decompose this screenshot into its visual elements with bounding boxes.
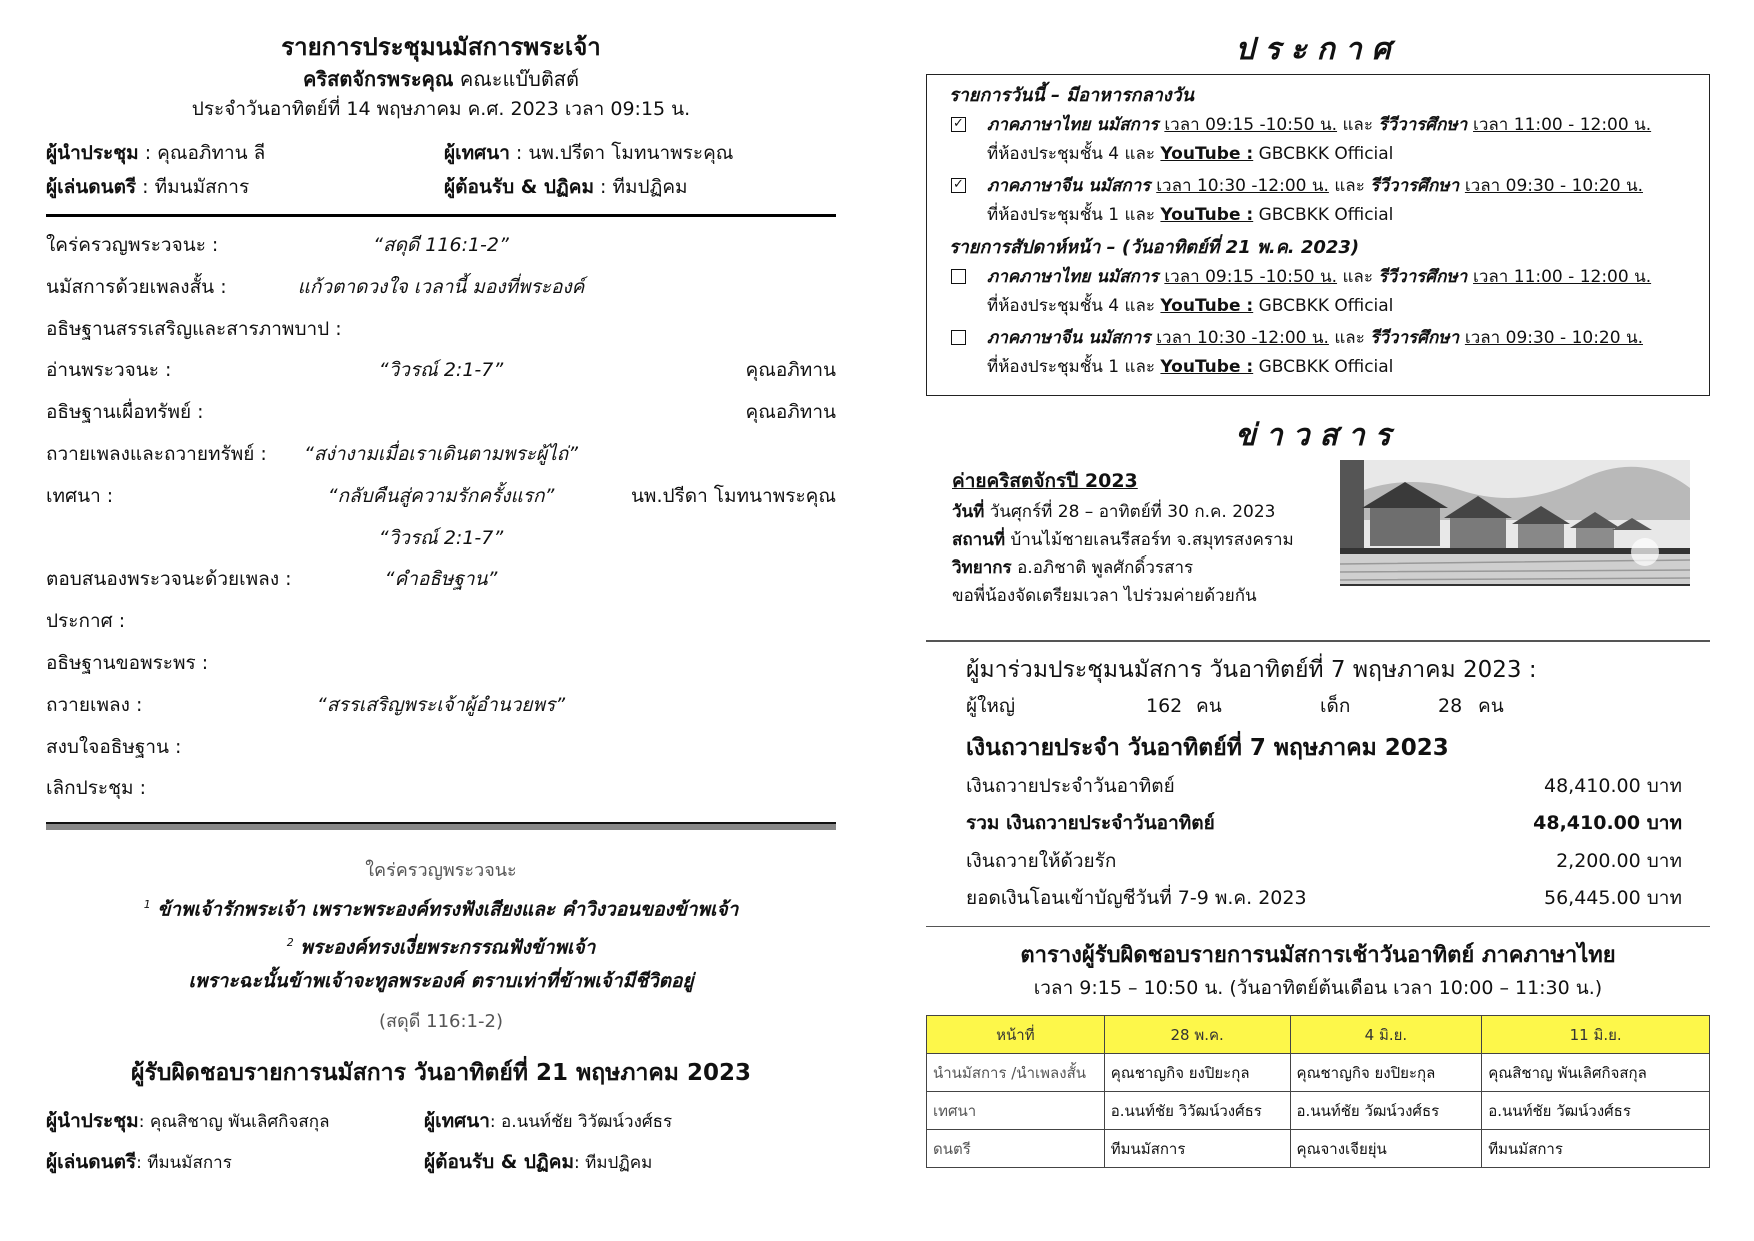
announcement-line: [987, 201, 1691, 230]
and-text: และ: [1328, 328, 1371, 348]
order-label: นมัสการด้วยเพลงสั้น :: [46, 275, 227, 298]
channel-name: GBCBKK Official: [1253, 144, 1394, 164]
program-title: รายการประชุมนมัสการพระเจ้า: [281, 33, 601, 61]
leader-item: [46, 138, 444, 168]
verse-heading: ใคร่ครวญพระวจนะ: [365, 860, 517, 882]
announcement-line: [987, 292, 1691, 321]
table-header-row: [927, 1016, 1710, 1054]
column-header: หน้าที่: [927, 1016, 1105, 1054]
next-week-leaders: [46, 1106, 836, 1178]
order-person: คุณอภิทาน: [745, 359, 836, 382]
offering-row: [966, 880, 1682, 918]
order-row: [46, 476, 836, 518]
divider: [926, 926, 1710, 928]
divider: [46, 822, 836, 830]
leader-value: : ทีมนมัสการ: [136, 1152, 232, 1173]
checked-box-icon: ✓: [951, 117, 966, 132]
sunday-school-time: เวลา 09:30 - 10:20 น.: [1464, 176, 1643, 196]
duty-subtitle: เวลา 9:15 – 10:50 น. (วันอาทิตย์ต้นเดือน เวลา 10:00 – 11:30 น.): [1033, 977, 1603, 999]
camp-title: ค่ายคริสตจักรปี 2023: [952, 470, 1138, 492]
right-page: [926, 28, 1710, 1168]
leader-value: : คุณสิชาญ พันเลิศกิจสกุล: [138, 1111, 330, 1132]
table-row: [927, 1054, 1710, 1092]
left-page: [46, 30, 836, 1178]
verse-text: พระองค์ทรงเงี่ยพระกรรณฟังข้าพเจ้า: [293, 936, 596, 959]
order-row: [46, 267, 836, 309]
order-title: “สรรเสริญพระเจ้าผู้อำนวยพร”: [316, 693, 566, 716]
leader-value: : คุณอภิทาน ลี: [138, 142, 266, 164]
announcement-section-title: รายการวันนี้ – มีอาหารกลางวัน: [949, 85, 1194, 106]
room-text: ที่ห้องประชุมชั้น 4 และ: [987, 144, 1161, 164]
news-section: [926, 460, 1710, 640]
order-row: [46, 559, 836, 601]
news-line-label: วิทยากร: [952, 558, 1012, 578]
channel-name: GBCBKK Official: [1253, 205, 1394, 225]
channel-name: GBCBKK Official: [1253, 296, 1394, 316]
worship-label: นมัสการ: [1088, 328, 1157, 348]
order-row: [46, 601, 836, 643]
order-label: ใคร่ครวญพระวจนะ :: [46, 234, 219, 256]
service-date: ประจำวันอาทิตย์ที่ 14 พฤษภาคม ค.ศ. 2023 เวลา 09:15 น.: [191, 98, 691, 120]
order-row: [46, 309, 836, 351]
sunday-school-label: รีวีวารศึกษา: [1370, 176, 1465, 196]
news-line-label: วันที่: [952, 502, 985, 522]
room-text: ที่ห้องประชุมชั้น 1 และ: [987, 357, 1161, 377]
table-cell: ทีมนมัสการ: [1482, 1130, 1710, 1168]
order-row: [46, 434, 836, 476]
order-row: [46, 643, 836, 685]
leader-item: [424, 1106, 836, 1137]
verse-number: 1: [143, 898, 151, 912]
youtube-label: YouTube :: [1160, 205, 1254, 225]
church-name: [46, 64, 836, 94]
verse-block: [46, 854, 836, 1042]
next-week-title: ผู้รับผิดชอบรายการนมัสการ วันอาทิตย์ที่ 21 พฤษภาคม 2023: [131, 1059, 751, 1086]
leader-label: ผู้เล่นดนตรี: [46, 1150, 137, 1173]
church-denomination: คณะแบ๊บติสต์: [459, 67, 579, 91]
order-row: [46, 350, 836, 392]
and-text: และ: [1337, 115, 1379, 135]
and-text: และ: [1328, 176, 1371, 196]
offering-label: เงินถวายประจำวันอาทิตย์: [966, 774, 1175, 797]
offering-row: [966, 768, 1682, 806]
news-line: [952, 582, 1332, 610]
worship-label: นมัสการ: [1096, 267, 1165, 287]
order-label: อธิษฐานเผื่อทรัพย์ :: [46, 401, 204, 424]
leader-label: ผู้นำประชุม: [46, 142, 139, 164]
room-text: ที่ห้องประชุมชั้น 4 และ: [987, 296, 1161, 316]
leader-value: : ทีมปฏิคม: [594, 176, 688, 198]
language-label: ภาคภาษาจีน: [987, 328, 1089, 348]
order-person: นพ.ปรีดา โมทนาพระคุณ: [630, 484, 836, 507]
news-heading: ข่าวสาร: [1235, 418, 1401, 453]
news-line: [952, 554, 1332, 582]
order-person: คุณอภิทาน: [745, 401, 836, 424]
news-line: [952, 498, 1332, 526]
leader-item: [424, 1147, 836, 1178]
order-row: [46, 392, 836, 434]
duty-role: เทศนา: [927, 1092, 1105, 1130]
announcements-heading: ประกาศ: [1235, 32, 1401, 67]
leader-item: [46, 1106, 424, 1137]
checked-box-icon: ✓: [951, 178, 966, 193]
leaders-grid: [46, 138, 836, 202]
sunday-school-label: รีวีวารศึกษา: [1378, 115, 1474, 135]
worship-label: นมัสการ: [1096, 115, 1165, 135]
verse-line: [46, 965, 836, 998]
sunday-school-time: เวลา 11:00 - 12:00 น.: [1473, 115, 1652, 135]
leader-label: ผู้นำประชุม: [46, 1109, 139, 1132]
order-title: “วิวรณ์ 2:1-7”: [378, 526, 504, 549]
announcement-item: [949, 324, 1691, 382]
order-title: “สง่างามเมื่อเราเดินตามพระผู้ไถ่”: [304, 442, 578, 465]
order-label: สงบใจอธิษฐาน :: [46, 735, 182, 758]
order-title: “กลับคืนสู่ความรักครั้งแรก”: [327, 484, 555, 507]
order-label: อ่านพระวจนะ :: [46, 359, 172, 382]
sunday-school-time: เวลา 11:00 - 12:00 น.: [1473, 267, 1652, 287]
adult-label: ผู้ใหญ่: [966, 694, 1016, 717]
offering-amount: 48,410.00 บาท: [1533, 812, 1682, 834]
church-name-bold: คริสตจักรพระคุณ: [303, 67, 454, 91]
language-label: ภาคภาษาจีน: [987, 176, 1089, 196]
order-row: [46, 225, 836, 267]
offering-row: [966, 843, 1682, 881]
sunday-school-time: เวลา 09:30 - 10:20 น.: [1464, 328, 1643, 348]
language-label: ภาคภาษาไทย: [987, 115, 1097, 135]
attendance-offering: [926, 642, 1710, 918]
youtube-label: YouTube :: [1160, 357, 1254, 377]
verse-reference: (สดุดี 116:1-2): [379, 1010, 503, 1032]
channel-name: GBCBKK Official: [1253, 357, 1394, 377]
child-label: เด็ก: [1320, 694, 1351, 717]
leader-label: ผู้ต้อนรับ & ปฏิคม: [424, 1150, 574, 1173]
duty-title: ตารางผู้รับผิดชอบรายการนมัสการเช้าวันอาทิตย์ ภาคภาษาไทย: [1020, 943, 1616, 968]
order-of-service: [46, 225, 836, 810]
column-header: 4 มิ.ย.: [1290, 1016, 1482, 1054]
announcement-line: [987, 324, 1691, 353]
table-cell: คุณชาญกิจ ยงปิยะกุล: [1104, 1054, 1290, 1092]
offering-title: เงินถวายประจำ วันอาทิตย์ที่ 7 พฤษภาคม 2023: [966, 734, 1449, 761]
worship-time: เวลา 10:30 -12:00 น.: [1156, 176, 1329, 196]
unchecked-box-icon: [951, 330, 966, 345]
news-line-value: ขอพี่น้องจัดเตรียมเวลา ไปร่วมค่ายด้วยกัน: [952, 586, 1257, 606]
child-count: 28: [1438, 694, 1463, 717]
verse-line: [46, 926, 836, 964]
leader-value: : ทีมนมัสการ: [136, 176, 250, 198]
sunday-school-label: รีวีวารศึกษา: [1378, 267, 1474, 287]
news-line-value: อ.อภิชาติ พูลศักดิ์วรสาร: [1011, 558, 1194, 578]
attendance-row: [966, 688, 1682, 724]
offering-list: [966, 768, 1682, 918]
unit-label: คน: [1478, 694, 1504, 717]
announcement-line: [987, 140, 1691, 169]
offering-row: [966, 805, 1682, 843]
offering-label: ยอดเงินโอนเข้าบัญชีวันที่ 7-9 พ.ค. 2023: [966, 887, 1307, 909]
leader-value: : นพ.ปรีดา โมทนาพระคุณ: [509, 142, 734, 164]
duty-table: [926, 1015, 1710, 1168]
column-header: 11 มิ.ย.: [1482, 1016, 1710, 1054]
news-line: [952, 526, 1332, 554]
announcement-line: [987, 111, 1691, 140]
leader-label: ผู้เล่นดนตรี: [46, 176, 137, 198]
duty-role: นำนมัสการ /นำเพลงสั้น: [927, 1054, 1105, 1092]
leader-label: ผู้เทศนา: [424, 1109, 490, 1132]
leader-label: ผู้เทศนา: [444, 142, 510, 164]
worship-label: นมัสการ: [1088, 176, 1157, 196]
attendance-title: ผู้มาร่วมประชุมนมัสการ วันอาทิตย์ที่ 7 พฤษภาคม 2023 :: [966, 656, 1537, 683]
leader-item: [444, 138, 836, 168]
order-title: แก้วตาดวงใจ เวลานี้ มองที่พระองค์: [297, 275, 585, 298]
order-row: [46, 685, 836, 727]
announcements-box: [926, 74, 1710, 396]
youtube-label: YouTube :: [1160, 296, 1254, 316]
table-cell: อ.นนท์ชัย วัฒน์วงศ์ธร: [1290, 1092, 1482, 1130]
news-line-value: บ้านไม้ชายเลนรีสอร์ท จ.สมุทรสงคราม: [1005, 530, 1294, 550]
order-label: ถวายเพลงและถวายทรัพย์ :: [46, 442, 267, 465]
leader-item: [46, 1147, 424, 1178]
offering-label: รวม เงินถวายประจำวันอาทิตย์: [966, 812, 1215, 834]
verse-text: เพราะฉะนั้นข้าพเจ้าจะทูลพระองค์ ตราบเท่าที่ข้าพเจ้ามีชีวิตอยู่: [188, 969, 694, 992]
announcement-item: [949, 172, 1691, 230]
leader-item: [444, 172, 836, 202]
adult-count: 162: [1146, 694, 1183, 717]
offering-amount: 56,445.00 บาท: [1544, 887, 1682, 909]
leader-item: [46, 172, 444, 202]
duty-role: ดนตรี: [927, 1130, 1105, 1168]
unit-label: คน: [1196, 694, 1222, 717]
order-row: [46, 518, 836, 560]
news-line-value: วันศุกร์ที่ 28 – อาทิตย์ที่ 30 ก.ค. 2023: [984, 502, 1276, 522]
announcement-item: [949, 263, 1691, 321]
announcement-line: [987, 263, 1691, 292]
order-label: ประกาศ :: [46, 610, 126, 633]
table-cell: คุณสิชาญ พันเลิศกิจสกุล: [1482, 1054, 1710, 1092]
verse-line: [46, 888, 836, 926]
resort-photo: [1340, 460, 1690, 586]
order-label: เทศนา :: [46, 484, 114, 507]
order-label: ตอบสนองพระวจนะด้วยเพลง :: [46, 568, 292, 591]
leader-value: : อ.นนท์ชัย วิวัฒน์วงศ์ธร: [489, 1111, 673, 1132]
order-label: เลิกประชุม :: [46, 777, 146, 800]
column-header: 28 พ.ค.: [1104, 1016, 1290, 1054]
worship-time: เวลา 10:30 -12:00 น.: [1156, 328, 1329, 348]
table-cell: อ.นนท์ชัย วิวัฒน์วงศ์ธร: [1104, 1092, 1290, 1130]
order-label: อธิษฐานขอพระพร :: [46, 651, 209, 674]
announcement-line: [987, 353, 1691, 382]
worship-time: เวลา 09:15 -10:50 น.: [1164, 115, 1338, 135]
table-cell: ทีมนมัสการ: [1104, 1130, 1290, 1168]
worship-time: เวลา 09:15 -10:50 น.: [1164, 267, 1338, 287]
unchecked-box-icon: [951, 269, 966, 284]
order-label: อธิษฐานสรรเสริญและสารภาพบาป :: [46, 317, 342, 340]
offering-amount: 48,410.00 บาท: [1544, 774, 1682, 797]
order-title: “สดุดี 116:1-2”: [373, 234, 509, 256]
news-line-label: สถานที่: [952, 530, 1006, 550]
verse-text: ข้าพเจ้ารักพระเจ้า เพราะพระองค์ทรงฟังเสียงและ คำวิงวอนของข้าพเจ้า: [150, 898, 739, 921]
announcement-line: [987, 172, 1691, 201]
order-title: “คำอธิษฐาน”: [384, 568, 498, 591]
offering-amount: 2,200.00 บาท: [1556, 849, 1682, 872]
table-row: [927, 1092, 1710, 1130]
announcement-item: [949, 111, 1691, 169]
verse-number: 2: [286, 936, 294, 950]
camp-news: [952, 464, 1332, 610]
offering-label: เงินถวายให้ด้วยรัก: [966, 849, 1117, 872]
divider: [46, 214, 836, 217]
table-row: [927, 1130, 1710, 1168]
and-text: และ: [1337, 267, 1379, 287]
table-cell: คุณชาญกิจ ยงปิยะกุล: [1290, 1054, 1482, 1092]
room-text: ที่ห้องประชุมชั้น 1 และ: [987, 205, 1161, 225]
leader-value: : ทีมปฏิคม: [574, 1152, 653, 1173]
sunday-school-label: รีวีวารศึกษา: [1370, 328, 1465, 348]
language-label: ภาคภาษาไทย: [987, 267, 1097, 287]
order-row: [46, 727, 836, 769]
table-cell: คุณจางเจียยุ่น: [1290, 1130, 1482, 1168]
announcement-section-title: รายการสัปดาห์หน้า – (วันอาทิตย์ที่ 21 พ.ค. 2023): [949, 237, 1360, 258]
order-row: [46, 768, 836, 810]
resort-photo-image: [1340, 460, 1690, 586]
order-label: ถวายเพลง :: [46, 693, 143, 716]
youtube-label: YouTube :: [1160, 144, 1254, 164]
leader-label: ผู้ต้อนรับ & ปฏิคม: [444, 176, 594, 198]
order-title: “วิวรณ์ 2:1-7”: [378, 359, 504, 382]
table-cell: อ.นนท์ชัย วัฒน์วงศ์ธร: [1482, 1092, 1710, 1130]
